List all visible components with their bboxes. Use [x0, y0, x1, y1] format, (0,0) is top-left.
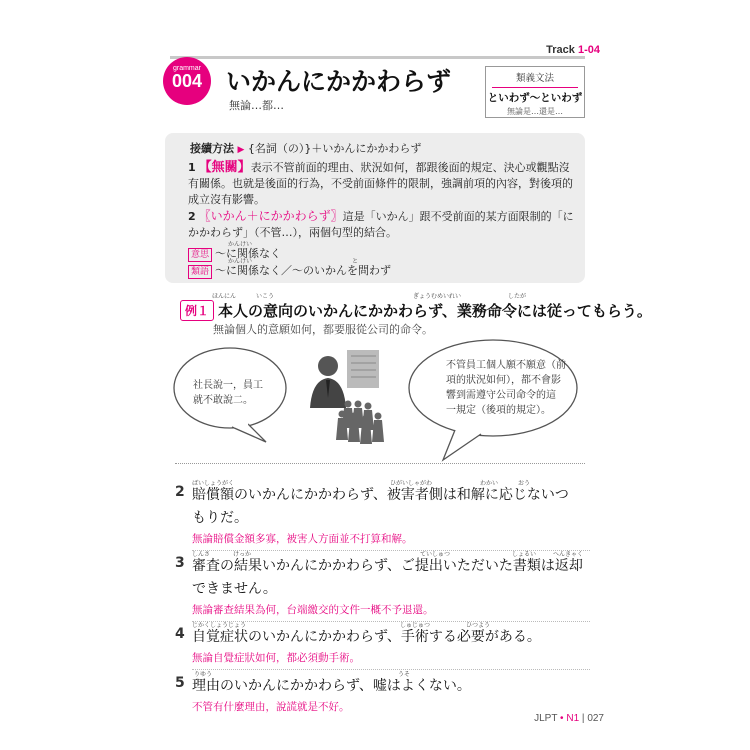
synonym-tag: 類語 — [188, 265, 212, 279]
example-1-translation: 無論個人的意願如何，都要服從公司的命令。 — [213, 323, 433, 336]
point-1-keyword: 【無關】 — [198, 160, 251, 175]
example-2-sentence: 賠償額のいかんにかかわらず、被害者側は和解に応じないつ もりだ。 — [192, 487, 569, 526]
example-3 — [175, 555, 590, 622]
track-label: Track 1-04 — [546, 44, 600, 56]
similar-grammar-sub: 無論是…還是… — [507, 107, 563, 116]
section-divider — [175, 463, 585, 464]
example-4-sentence: 自覚症状のいかんにかかわらず、手術する必要がある。 — [192, 629, 541, 645]
example-5-number: 5 — [175, 675, 185, 691]
connection-label: 接續方法 — [190, 142, 234, 155]
similar-grammar-heading: 類義文法 — [515, 73, 554, 84]
example-1-sentence: 本人の意向のいかんにかかわらず、業務命令には従ってもらう。 — [218, 302, 652, 320]
example-2 — [175, 484, 590, 551]
footer-level: N1 — [566, 713, 580, 724]
page-title: いかんにかかわらず — [226, 67, 452, 96]
page-number: 027 — [587, 713, 604, 724]
example-4-number: 4 — [175, 626, 185, 642]
example-1 — [180, 300, 652, 321]
example-4-translation: 無論自覺症狀如何，都必須動手術。 — [192, 652, 360, 664]
grammar-badge-number: 004 — [171, 71, 203, 91]
example-5 — [175, 675, 590, 714]
synonym-text: 〜に関係なく／〜のいかんを問わず — [215, 264, 392, 277]
point-2-text: 這是「いかん」跟不受前面的某方面限制的「にかかわらず」（不管…），兩個句型的結合。 — [188, 210, 574, 239]
similar-grammar-box — [485, 66, 585, 118]
example-5-sentence: 理由のいかんにかかわらず、嘘はよくない。 — [192, 678, 471, 694]
example-2-translation: 無論賠償金額多寡，被害人方面並不打算和解。 — [192, 533, 413, 545]
left-bubble-text: 社長說一，員工 就不敢說二。 — [193, 380, 263, 406]
grammar-badge-label: grammar — [172, 65, 201, 72]
example-3-sentence: 審査の結果いかんにかかわらず、ご提出いただいた書類は返却 できません。 — [192, 558, 583, 597]
page-subtitle: 無論…都… — [229, 99, 284, 112]
similar-grammar-divider — [492, 87, 578, 88]
boss-employees-illustration — [302, 348, 387, 448]
triangle-arrow-icon: ▶ — [237, 145, 245, 155]
footer-series: JLPT — [534, 713, 558, 724]
point-2: 2 〖いかん＋にかかわらず〗這是「いかん」跟不受前面的某方面限制的「にかかわらず」（不管…），兩個句型的結合。 — [188, 209, 574, 239]
point-2-keyword: 〖いかん＋にかかわらず〗 — [198, 209, 343, 223]
example-2-number: 2 — [175, 484, 185, 500]
grammar-badge — [163, 57, 211, 105]
page-footer: JLPT • N1 | 027 — [534, 713, 604, 724]
example-1-tag: 例１ — [180, 300, 214, 321]
header-divider — [170, 56, 585, 59]
example-5-translation: 不管有什麼理由，說謊就是不好。 — [192, 701, 350, 713]
similar-grammar-main: といわず〜といわず — [487, 92, 583, 104]
example-4 — [175, 626, 590, 670]
example-3-number: 3 — [175, 555, 185, 571]
meaning-text: 〜に関係なく — [215, 247, 282, 260]
point-1: 1 【無關】表示不管前面的理由、狀況如何，都跟後面的規定、決心或觀點沒有關係。也就是後面的行為，不受前面條件的限制，強調前項的內容，對後項的成立沒有影響。 — [188, 160, 573, 206]
point-1-text: 表示不管前面的理由、狀況如何，都跟後面的規定、決心或觀點沒有關係。也就是後面的行為，不受前面條件的限制，強調前項的內容，對後項的成立沒有影響。 — [188, 161, 573, 206]
connection-rule — [190, 140, 421, 156]
right-bubble-text: 不管員工個人願不願意（前 項的狀況如何），都不會影 響到需遵守公司命令的這 一規定（後項的規定）。 — [446, 360, 566, 416]
meaning-tag: 意思 — [188, 248, 212, 262]
example-3-translation: 無論審查結果為何，台端繳交的文件一概不予退還。 — [192, 604, 434, 616]
synonym-note — [188, 262, 391, 279]
connection-formula: {名詞（の）}＋いかんにかかわらず — [247, 142, 422, 155]
